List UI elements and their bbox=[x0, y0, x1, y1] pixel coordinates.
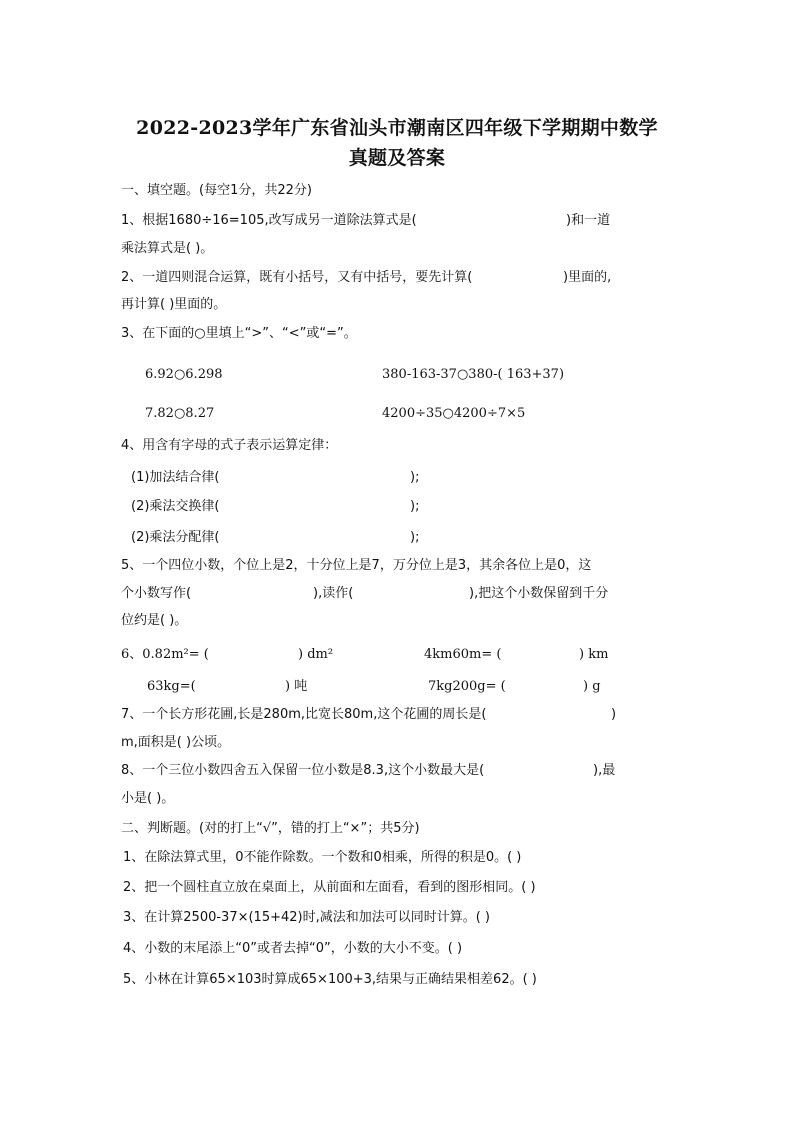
question-4-item-1: (1)加法结合律( bbox=[131, 470, 220, 485]
question-5-line-2a: 个小数写作( bbox=[121, 586, 192, 601]
question-2-line-1b: )里面的, bbox=[563, 270, 612, 285]
question-4-item-1-close: ); bbox=[410, 470, 420, 485]
judgment-item-1: 1、在除法算式里，0不能作除数。一个数和0相乘，所得的积是0。( ) bbox=[123, 850, 522, 865]
question-3-compare-b: 380-163-37○380-( 163+37) bbox=[382, 367, 565, 382]
document-title-line-1: 2022-2023学年广东省汕头市潮南区四年级下学期期中数学 bbox=[136, 117, 658, 139]
question-6-item-a: 6、0.82m²= ( bbox=[121, 647, 209, 662]
question-8-line-2: 小是( )。 bbox=[121, 791, 175, 806]
question-5-line-3: 位约是( )。 bbox=[121, 613, 188, 628]
question-6-item-a-unit: ) dm² bbox=[298, 647, 334, 662]
question-5-line-2c: ),把这个小数保留到千分 bbox=[469, 586, 609, 601]
question-7-line-1b: ) bbox=[611, 707, 617, 722]
question-4-item-3-close: ); bbox=[410, 530, 420, 545]
question-4-item-2: (2)乘法交换律( bbox=[131, 499, 220, 514]
question-5-line-1: 5、一个四位小数，个位上是2，十分位上是7，万分位上是3，其余各位上是0，这 bbox=[121, 558, 592, 573]
question-5-line-2b: ),读作( bbox=[313, 586, 354, 601]
judgment-item-5: 5、小林在计算65×103时算成65×100+3,结果与正确结果相差62。( ) bbox=[123, 972, 537, 987]
question-3-compare-a: 6.92○6.298 bbox=[145, 367, 223, 382]
question-1-line-2: 乘法算式是( )。 bbox=[121, 241, 214, 256]
question-3-compare-d: 4200÷35○4200÷7×5 bbox=[382, 406, 526, 421]
judgment-item-4: 4、小数的末尾添上“0”或者去掉“0”，小数的大小不变。( ) bbox=[123, 941, 463, 956]
question-6-item-c-unit: ) 吨 bbox=[285, 679, 308, 694]
section-2-heading: 二、判断题。(对的打上“√”，错的打上“×”；共5分) bbox=[121, 821, 420, 836]
question-7-line-1a: 7、一个长方形花圃,长是280m,比宽长80m,这个花圃的周长是( bbox=[121, 707, 487, 722]
question-2-line-2: 再计算( )里面的。 bbox=[121, 297, 227, 312]
question-1-line-1b: )和一道 bbox=[566, 213, 611, 228]
question-4-prompt: 4、用含有字母的式子表示运算定律： bbox=[121, 438, 338, 453]
judgment-item-2: 2、把一个圆柱直立放在桌面上，从前面和左面看，看到的图形相同。( ) bbox=[123, 880, 536, 895]
judgment-item-3: 3、在计算2500-37×(15+42)时,减法和加法可以同时计算。( ) bbox=[123, 910, 491, 925]
question-6-item-b: 4km60m= ( bbox=[424, 647, 502, 662]
question-8-line-1a: 8、一个三位小数四舍五入保留一位小数是8.3,这个小数最大是( bbox=[121, 763, 485, 778]
question-6-item-d: 7kg200g= ( bbox=[428, 679, 506, 694]
question-6-item-d-unit: ) g bbox=[583, 679, 601, 694]
question-6-item-b-unit: ) km bbox=[579, 647, 609, 662]
question-3-prompt: 3、在下面的○里填上“>”、“<”或“=”。 bbox=[121, 326, 357, 341]
question-3-compare-c: 7.82○8.27 bbox=[145, 406, 215, 421]
question-6-item-c: 63kg=( bbox=[147, 679, 196, 694]
question-4-item-3: (2)乘法分配律( bbox=[131, 530, 220, 545]
question-2-line-1a: 2、一道四则混合运算，既有小括号，又有中括号，要先计算( bbox=[121, 270, 473, 285]
question-7-line-2: m,面积是( )公顷。 bbox=[121, 735, 231, 750]
section-1-heading: 一、填空题。(每空1分，共22分) bbox=[121, 183, 312, 198]
question-8-line-1b: ),最 bbox=[593, 763, 616, 778]
document-title-line-2: 真题及答案 bbox=[348, 147, 446, 169]
question-4-item-2-close: ); bbox=[410, 499, 420, 514]
question-1-line-1a: 1、根据1680÷16=105,改写成另一道除法算式是( bbox=[121, 213, 417, 228]
